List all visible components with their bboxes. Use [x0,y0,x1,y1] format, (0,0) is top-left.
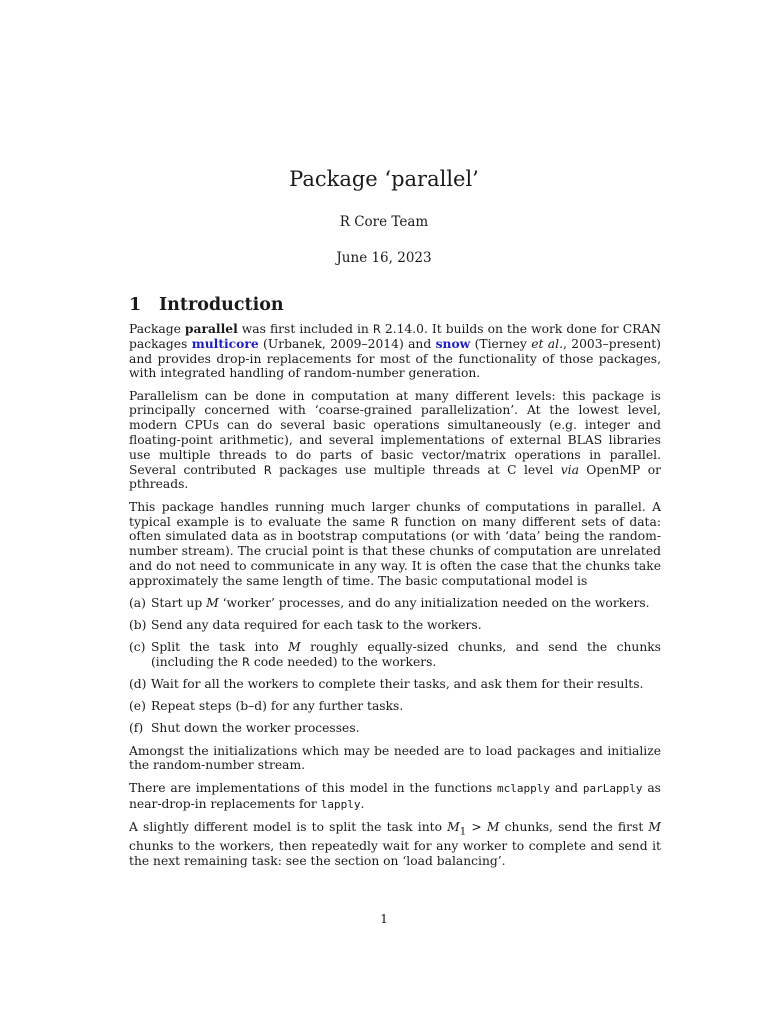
section-heading [129,294,284,316]
text-run: chunks, send the first [499,819,649,834]
text-run: , 2003–present) and provides drop-in replacements for most of the functionality of those packages, with integrated handling of random-number generation. [129,336,661,381]
list-marker: (c) [129,640,146,655]
link-multicore[interactable]: multicore [191,335,259,351]
text-run: Parallelism can be done in computation at many different levels: this package is principally concerned with ‘coarse-grained parallelization’. At the lowest level, modern CPUs can do several basic operations simultaneously (e.g. integer and floating-point arithmetic), and several implementations of external BLAS libraries use multiple threads to do parts of basic vector/matrix operations in parallel. Several contributed [129,388,661,477]
code-parLapply: parLapply [582,781,643,795]
text-run: A slightly different model is to split the task into [129,819,448,834]
text-run: Amongst the initializations which may be needed are to load packages and initialize the random-number stream. [129,743,661,773]
list-marker: (a) [129,596,146,611]
text-run: OpenMP or pthreads. [129,462,661,492]
link-snow[interactable]: snow [435,335,471,351]
list-item [129,640,661,670]
text-run: This package handles running much larger chunks of computations in parallel. A typical example is to evaluate the same [129,499,661,529]
code-mclapply: mclapply [497,781,551,795]
body-text [129,322,661,876]
paragraph-6 [129,820,661,869]
r-language-name: R [263,462,272,477]
text-run: Package [129,322,185,336]
steps-list [129,596,661,736]
text-run: and [550,780,583,795]
text-run: 2.14.0. It builds on the work done for CRAN packages [129,322,662,351]
section-number: 1 [129,295,142,315]
list-item [129,699,661,714]
paragraph-1 [129,322,661,381]
text-run: code needed) to the workers. [249,655,437,670]
text-run: function on many different sets of data: often simulated data as in bootstrap computations (or with ‘data’ being the random-number stream). The crucial point is that these chunks of computation are unrelated and do not need to communicate in any way. It is often the case that the chunks take approximately the same length of time. The basic computational model is [129,514,661,588]
text-run: Start up [151,596,207,611]
page-number: 1 [380,912,388,926]
list-marker: (f) [129,721,144,736]
text-run: There are implementations of this model in the functions [129,780,498,795]
text-run: roughly equally-sized chunks, and send the chunks (including the [151,640,661,670]
paragraph-5 [129,781,661,813]
list-item [129,721,661,736]
paragraph-2 [129,389,661,493]
math-gt: > [466,819,487,834]
math-M: M [648,819,662,834]
text-run: chunks to the workers, then repeatedly wait for any worker to complete and send it the next remaining task: see the section on ‘load balancing’. [129,839,661,868]
math-subscript: 1 [459,825,467,838]
text-run: Shut down the worker processes. [151,721,360,736]
list-marker: (e) [129,699,146,714]
list-marker: (b) [129,618,147,633]
document-author: R Core Team [339,214,429,230]
math-M: M [288,640,301,655]
text-run: Send any data required for each task to the workers. [151,618,482,633]
math-M: M [486,819,500,834]
document-title: Package ‘parallel’ [289,167,479,191]
via-italic: via [560,462,579,477]
list-item [129,596,661,611]
text-run: Wait for all the workers to complete their tasks, and ask them for their results. [151,677,644,692]
text-run: (Tierney [470,336,532,351]
list-marker: (d) [129,677,147,692]
math-M: M [206,596,219,611]
text-run: Split the task into [151,640,289,655]
text-run: (Urbanek, 2009–2014) and [258,336,436,351]
text-run: . [360,796,365,811]
r-language-name: R [390,514,399,529]
package-name-parallel: parallel [184,321,238,336]
list-item [129,618,661,633]
et-al: et al. [531,336,563,351]
text-run: packages use multiple threads at C level [271,462,561,477]
code-lapply: lapply [320,797,361,811]
text-run: Repeat steps (b–d) for any further tasks. [151,699,404,714]
section-title: Introduction [159,295,284,315]
text-run: ‘worker’ processes, and do any initialization needed on the workers. [218,596,650,611]
paragraph-3 [129,500,661,589]
math-M: M [447,819,460,834]
document-date: June 16, 2023 [336,250,432,266]
list-item [129,677,661,692]
text-run: was first included in [237,322,373,336]
r-language-name: R [372,322,381,336]
text-run: as near-drop-in replacements for [129,780,661,811]
r-language-name: R [241,655,250,670]
paragraph-4 [129,744,661,774]
